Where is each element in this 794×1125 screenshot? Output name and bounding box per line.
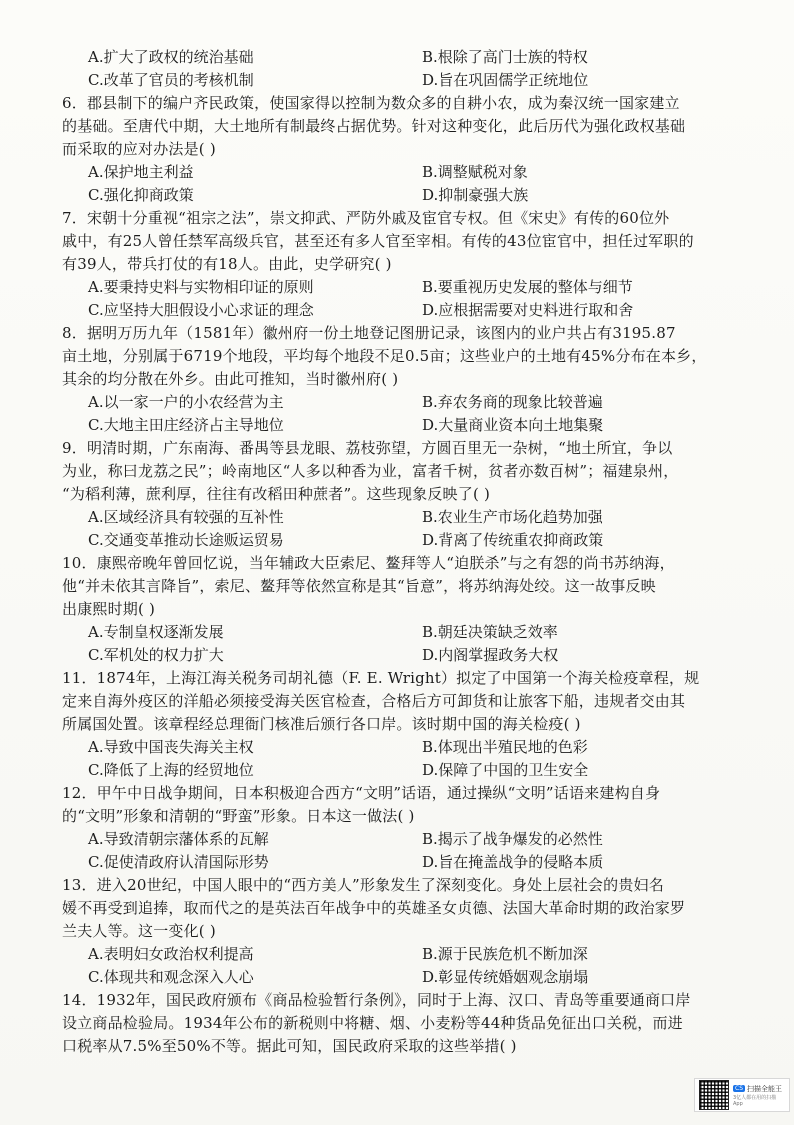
q7-option-c: C.应坚持大胆假设小心求证的理念 [88,301,314,319]
watermark-title [733,1084,785,1094]
q10-option-b: B.朝廷决策缺乏效率 [422,623,558,641]
q8-stem-line: 8．据明万历九年（1581年）徽州府一份土地登记图册记录，该图内的业户共占有3195.87 [62,324,676,342]
q9-stem-line: 为业，称曰龙荔之民”；岭南地区“人多以种香为业，富者千树，贫者亦数百树”；福建泉州， [62,462,679,480]
q12-option-b: B.揭示了战争爆发的必然性 [422,830,603,848]
q9-stem-line: 9．明清时期，广东南海、番禺等县龙眼、荔枝弥望，方圆百里无一杂树，“地土所宜，争以 [62,439,673,457]
q14-stem-line: 设立商品检验局。1934年公布的新税则中将糖、烟、小麦粉等44种货品免征出口关税，而进 [62,1014,683,1032]
q9-stem-line: “为稻利薄，蔗利厚，往往有改稻田种蔗者”。这些现象反映了( ) [62,485,491,503]
qr-code-icon [699,1080,729,1110]
q13-stem-line: 13．进入20世纪，中国人眼中的“西方美人”形象发生了深刻变化。身处上层社会的贵妇名 [62,876,664,894]
scanner-watermark [694,1078,790,1112]
q13-option-c: C.体现共和观念深入人心 [88,968,254,986]
watermark-text [733,1084,785,1107]
watermark-app-name: 扫描全能王 [747,1084,782,1093]
q11-option-a: A.导致中国丧失海关主权 [88,738,254,756]
q10-options-row-1 [62,621,752,644]
q13-stem-line: 媛不再受到追捧，取而代之的是英法百年战争中的英雄圣女贞德、法国大革命时期的政治家罗 [62,899,686,917]
q6-option-d: D.抑制豪强大族 [422,186,529,204]
q13-option-a: A.表明妇女政治权利提高 [88,945,254,963]
q13-option-b: B.源于民族危机不断加深 [422,945,588,963]
q12-stem-line: 的“文明”形象和清朝的“野蛮”形象。日本这一做法( ) [62,807,415,825]
q6-option-a: A.保护地主利益 [88,163,194,181]
q10-option-a: A.专制皇权逐渐发展 [88,623,224,641]
q9-options-row-2 [62,529,752,552]
q12-option-a: A.导致清朝宗藩体系的瓦解 [88,830,269,848]
q14-stem-line: 口税率从7.5%至50%不等。据此可知，国民政府采取的这些举措( ) [62,1037,517,1055]
q10-stem-line: 10．康熙帝晚年曾回忆说，当年辅政大臣索尼、鳌拜等人“迫朕杀”与之有怨的尚书苏纳海， [62,554,675,572]
q8-option-d: D.大量商业资本向土地集聚 [422,416,604,434]
q9-options-row-1 [62,506,752,529]
q12-option-d: D.旨在掩盖战争的侵略本质 [422,853,604,871]
q12-option-c: C.促使清政府认清国际形势 [88,853,269,871]
q11-stem-line: 定来自海外疫区的洋船必须接受海关医官检查，合格后方可卸货和让旅客下船，违规者交由其 [62,692,686,710]
watermark-subtitle: 3亿人都在用的扫描App [733,1094,777,1107]
q5-option-b: B.根除了高门士族的特权 [422,48,588,66]
q6-option-c: C.强化抑商政策 [88,186,194,204]
q8-stem-line: 亩土地，分别属于6719个地段，平均每个地段不足0.5亩；这些业户的土地有45%分布在本乡， [62,347,707,365]
q6-stem-line: 的基础。至唐代中期，大土地所有制最终占据优势。针对这种变化，此后历代为强化政权基础 [62,117,686,135]
q7-stem-line: 戚中，有25人曾任禁军高级兵官，甚至还有多人官至宰相。有传的43位宦官中，担任过军职的 [62,232,694,250]
q5-option-c: C.改革了官员的考核机制 [88,71,254,89]
q6-options-row-1 [62,161,752,184]
q10-stem-line: 出康熙时期( ) [62,600,156,618]
watermark-badge: CS [735,1085,743,1092]
q13-options-row-1 [62,943,752,966]
q11-option-b: B.体现出半殖民地的色彩 [422,738,588,756]
q11-option-d: D.保障了中国的卫生安全 [422,761,589,779]
q12-options-row-2 [62,851,752,874]
q9-option-c: C.交通变革推动长途贩运贸易 [88,531,284,549]
q8-options-row-2 [62,414,752,437]
q7-options-row-1 [62,276,752,299]
q7-stem-line: 有39人，带兵打仗的有18人。由此，史学研究( ) [62,255,392,273]
q8-option-c: C.大地主田庄经济占主导地位 [88,416,284,434]
q10-stem-line: 他“并未依其言降旨”，索尼、鳌拜等依然宣称是其“旨意”，将苏纳海处绞。这一故事反映 [62,577,656,595]
q7-options-row-2 [62,299,752,322]
q11-stem-line: 所属国处置。该章程经总理衙门核准后颁行各口岸。该时期中国的海关检疫( ) [62,715,581,733]
q9-option-b: B.农业生产市场化趋势加强 [422,508,603,526]
q8-option-b: B.弃农务商的现象比较普遍 [422,393,603,411]
q5-option-d: D.旨在巩固儒学正统地位 [422,71,589,89]
q8-stem-line: 其余的均分散在外乡。由此可推知，当时徽州府( ) [62,370,399,388]
q9-option-a: A.区域经济具有较强的互补性 [88,508,284,526]
q5-option-a: A.扩大了政权的统治基础 [88,48,254,66]
q13-options-row-2 [62,966,752,989]
q12-options-row-1 [62,828,752,851]
q11-options-row-2 [62,759,752,782]
q14-stem-line: 14．1932年，国民政府颁布《商品检验暂行条例》，同时于上海、汉口、青岛等重要通商口岸 [62,991,691,1009]
q5-options-row-2 [62,69,752,92]
q13-option-d: D.彰显传统婚姻观念崩塌 [422,968,589,986]
q10-option-c: C.军机处的权力扩大 [88,646,224,664]
q6-option-b: B.调整赋税对象 [422,163,528,181]
q11-stem-line: 11．1874年，上海江海关税务司胡礼德（F. E. Wright）拟定了中国第一个海关检疫章程，规 [62,669,700,687]
q7-option-a: A.要秉持史料与实物相印证的原则 [88,278,314,296]
q10-option-d: D.内阁掌握政务大权 [422,646,559,664]
q6-options-row-2 [62,184,752,207]
q11-options-row-1 [62,736,752,759]
q12-stem-line: 12．甲午中日战争期间，日本积极迎合西方“文明”话语，通过操纵“文明”话语来建构自身 [62,784,661,802]
exam-content [62,46,752,1058]
q7-stem-line: 7．宋朝十分重视“祖宗之法”，崇文抑武、严防外戚及宦官专权。但《宋史》有传的60位外 [62,209,670,227]
q6-stem-line: 而采取的应对办法是( ) [62,140,216,158]
q6-stem-line: 6．郡县制下的编户齐民政策，使国家得以控制为数众多的自耕小农，成为秦汉统一国家建立 [62,94,680,112]
q5-options-row-1 [62,46,752,69]
q13-stem-line: 兰夫人等。这一变化( ) [62,922,216,940]
q7-option-d: D.应根据需要对史料进行取和舍 [422,301,634,319]
q10-options-row-2 [62,644,752,667]
q8-options-row-1 [62,391,752,414]
q7-option-b: B.要重视历史发展的整体与细节 [422,278,633,296]
q9-option-d: D.背离了传统重农抑商政策 [422,531,604,549]
q11-option-c: C.降低了上海的经贸地位 [88,761,254,779]
q8-option-a: A.以一家一户的小农经营为主 [88,393,284,411]
